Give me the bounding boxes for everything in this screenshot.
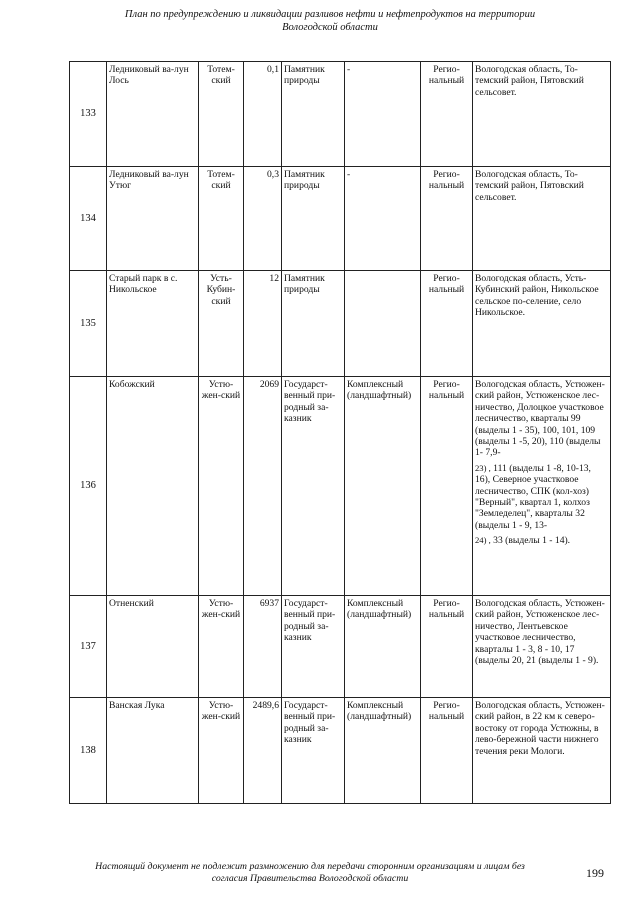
area-size: 2489,6 [244, 698, 282, 804]
category: Государст-венный при-родный за-казник [282, 596, 345, 698]
row-number: 134 [70, 167, 107, 271]
row-number: 136 [70, 377, 107, 596]
category: Памятник природы [282, 271, 345, 377]
area-size: 12 [244, 271, 282, 377]
significance: Регио-нальный [421, 167, 473, 271]
protected-areas-table [69, 61, 611, 804]
page-footer [60, 861, 560, 885]
location: Вологодская область, То-темский район, Пятовский сельсовет. [473, 62, 611, 167]
significance: Регио-нальный [421, 62, 473, 167]
table-row [70, 271, 611, 377]
location-part-1: Вологодская область, Устюжен- ский район, Устюженское лес-ничество, Долоцкое участковое лесничество, кварталы 99 (выделы 1 - 35), 100, 101, 109 (выделы 1 -5, 20), 110 (выделы 1- 7,9- [475, 379, 605, 459]
area-name: Ванская Лука [107, 698, 199, 804]
header-line-2: Вологодской области [282, 22, 378, 33]
location: Вологодская область, То-темский район, Пятовский сельсовет. [473, 167, 611, 271]
profile: - [345, 167, 421, 271]
row-number: 133 [70, 62, 107, 167]
area-name: Отненский [107, 596, 199, 698]
area-size: 0,3 [244, 167, 282, 271]
significance: Регио-нальный [421, 377, 473, 596]
district: Тотем-ский [199, 167, 244, 271]
table-row [70, 62, 611, 167]
profile [345, 271, 421, 377]
profile: Комплексный (ландшафтный) [345, 596, 421, 698]
page-header [60, 8, 600, 34]
location-part-3: 33 (выделы 1 - 14). [493, 535, 571, 547]
page-number: 199 [586, 866, 604, 880]
table-row [70, 698, 611, 804]
header-line-1: План по предупреждению и ликвидации разливов нефти и нефтепродуктов на территории [124, 9, 536, 20]
location: Вологодская область, Устюжен- ский район, в 22 км к северо- востоку от города Устюжны, в лево-бережной части нижнего течения реки Мологи. [473, 698, 611, 804]
location [473, 377, 611, 596]
profile: Комплексный (ландшафтный) [345, 698, 421, 804]
area-name: Кобожский [107, 377, 199, 596]
significance: Регио-нальный [421, 596, 473, 698]
row-number: 135 [70, 271, 107, 377]
profile: - [345, 62, 421, 167]
location-note-2: 24) , [475, 535, 491, 546]
significance: Регио-нальный [421, 698, 473, 804]
significance: Регио-нальный [421, 271, 473, 377]
category: Государст-венный при-родный за-казник [282, 377, 345, 596]
category: Государст-венный при-родный за-казник [282, 698, 345, 804]
district: Усть-Кубин-ский [199, 271, 244, 377]
district: Устю-жен-ский [199, 698, 244, 804]
footer-line-2: согласия Правительства Вологодской области [211, 873, 409, 884]
category: Памятник природы [282, 167, 345, 271]
profile: Комплексный (ландшафтный) [345, 377, 421, 596]
table-row [70, 167, 611, 271]
footer-line-1: Настоящий документ не подлежит размножению для передачи сторонним организациям и лицам без [95, 861, 525, 872]
location-part-2: 111 (выделы 1 -8, 10-13, 16), Северное участковое лесничество, СПК (кол-хоз) "Верный", квартал 1, колхоз "Земледелец", кварталы 32 (выделы 1 - 9, 13- [475, 462, 591, 531]
category: Памятник природы [282, 62, 345, 167]
row-number: 138 [70, 698, 107, 804]
location: Вологодская область, Усть- Кубинский район, Никольское сельское по-селение, село Никольское. [473, 271, 611, 377]
area-size: 0,1 [244, 62, 282, 167]
district: Устю-жен-ский [199, 596, 244, 698]
district: Тотем-ский [199, 62, 244, 167]
area-size: 6937 [244, 596, 282, 698]
area-name: Старый парк в с. Никольское [107, 271, 199, 377]
table-row [70, 377, 611, 596]
table-row [70, 596, 611, 698]
area-size: 2069 [244, 377, 282, 596]
district: Устю-жен-ский [199, 377, 244, 596]
area-name: Ледниковый ва-лун Лось [107, 62, 199, 167]
location-note-1: 23) , [475, 462, 491, 473]
row-number: 137 [70, 596, 107, 698]
location: Вологодская область, Устюжен- ский район, Устюженское лес-ничество, Лентьевское участковое лесничество, кварталы 1 - 3, 8 - 10, 17 (выделы 20, 21 (выделы 1 - 9). [473, 596, 611, 698]
area-name: Ледниковый ва-лун Утюг [107, 167, 199, 271]
